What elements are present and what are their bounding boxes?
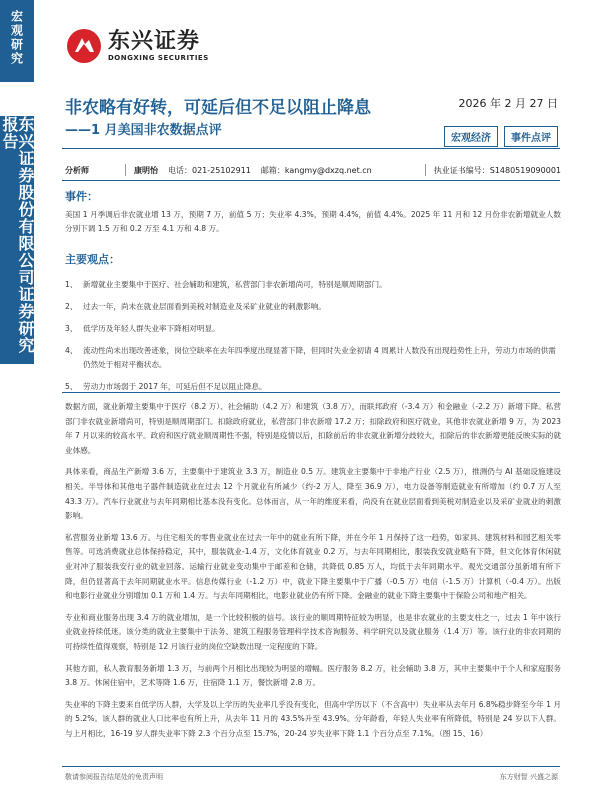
logo-emblem-icon [66,28,102,64]
sidebar-firm-report [0,116,34,364]
report-title: 非农略有好转，可延后但不足以阻止降息 [65,98,371,118]
event-text: 美国 1 月季调后非农就业增 13 万，预期 7 万，前值 5 万；失业率 4.3%，预期 4.4%，前值 4.4%。2025 年 11 月和 12 月份非农新增就业人数分别下调 1.5 万和 0.2 万至 4.1 万和 4.8 万。 [65,210,561,233]
body-paragraph: 专业和商业服务出现 3.4 万的就业增加，是一个比较积极的信号。该行业的顺周期特征较为明显，也是非农就业的主要支柱之一，过去 1 年中该行业就业持续低迷。该分类的就业主要集中于法务、建筑工程服务管理科学技术咨询服务、科学研究以及就业服务（1.4 万）等。该行业的非农同期的可持续性值得观察，特别是 12 月该行业的岗位空缺数出现一定程度的下降。 [65,612,561,651]
sidebar-category-label: 宏观研究 [9,10,24,66]
title-divider [62,148,560,149]
report-date: 2026 年 2 月 27 日 [458,97,558,110]
report-body [65,400,561,748]
logo-name-en: DONGXING SECURITIES [108,54,209,62]
sidebar-firm-report-label: 东兴证券股份有限公司证券研究报告 [0,116,35,354]
body-paragraph: 具体来看，商品生产新增 3.6 万，主要集中于建筑业 3.3 万，制造业 0.5 万。建筑业主要集中于非地产行业（2.5 万），推测仍与 AI 基础设施建设相关。半导体和其他电子器件制造就业在过去 12 个月就业有所减少（约-2 万人，降至 36.9 万），电力设备等制造就业有所增加（约 0.7 万人至 43.3 万）。汽车行业就业与去年同期相比基本没有变化。总体而言，从一年的维度来看，尚没有在就业层面看到美税对制造业以及采矿业就业的刺激影响。 [65,467,561,521]
tag-macro-economy: 宏观经济 [444,126,498,147]
analyst-cert: 执业证书编号：S1480519090001 [433,165,561,175]
summary-divider [62,392,560,393]
key-point-item: 5、 劳动力市场弱于 2017 年，可延后但不足以阻止降息。 [65,382,267,391]
sidebar-category [0,0,34,82]
analyst-divider [62,180,560,181]
footer-divider [62,766,560,767]
analyst-phone: 电话：021-25102911 [168,165,251,175]
key-point-item: 2、 过去一年，尚未在就业层面看到美税对制造业及采矿业就业的刺激影响。 [65,302,326,311]
key-points-list [65,278,561,402]
key-points-heading: 主要观点： [65,253,120,266]
key-point-item: 4、 流动性尚未出现改善迹象，岗位空缺率在去年四季度出现显著下降，但同时失业金初请 4 周累计人数没有出现趋势性上升，劳动力市场的供需仍然处于相对平衡状态。 [65,346,556,369]
key-point-item: 3、 低学历及年轻人群失业率下降相对明显。 [65,324,220,333]
footer-slogan: 东方财智 兴盛之源 [499,773,558,781]
logo-name-cn: 东兴证券 [108,29,201,54]
analyst-row [65,164,561,176]
body-paragraph: 失业率的下降主要来自低学历人群，大学及以上学历的失业率几乎没有变化，但高中学历以下（不含高中）失业率从去年月 6.8%稳步降至今年 1 月的 5.2%。该人群的就业人口比率也有所上升，从去年 11 月的 43.5%升至 43.9%。分年龄看，年轻人失业率有所降低，特别是 24 岁以下人群。与上月相比，16-19 岁人群失业率下降 2.3 个百分点至 15.7%，20-24 岁失业率下降 1.1 个百分点至 7.1%。（图 15、16） [65,699,561,738]
body-paragraph: 数据方面，就业新增主要集中于医疗（8.2 万）、社会辅助（4.2 万）和建筑（3.8 万），而联邦政府（-3.4 万）和金融业（-2.2 万）新增下降。私营部门非农就业新增尚可，特别是顺周期部门。扣除政府就业，私营部门非农新增 17.2 万；扣除政府和医疗就业，其他非农就业新增 9 万，为 2023 年 7 月以来的较高水平。政府和医疗就业顺周期性不强，特别是疫情以后，扣除前后的非农就业新增分歧较大，扣除后的非农新增更能反映实际的就业体感。 [65,402,561,455]
company-logo [66,28,209,64]
analyst-label: 分析师 [65,165,89,175]
event-heading: 事件： [65,190,98,203]
report-subtitle: ——1 月美国非农数据点评 [65,123,222,138]
key-point-item: 1、 新增就业主要集中于医疗、社会辅助和建筑，私营部门非农新增尚可，特别是顺周期部门。 [65,280,387,289]
analyst-separator [125,164,126,176]
footer-disclaimer: 敬请参阅报告结尾处的免责声明 [65,773,163,781]
body-paragraph: 私营服务业新增 13.6 万。与住宅相关的零售业就业在过去一年中的就业有所下降，并在今年 1 月保持了这一趋势，如家具、建筑材料和园艺相关零售等。可选消费就业总体保持稳定，其中，服装就业-1.4 万，文化体育就业 0.2 万，与去年同期相比，服装我安就业略有下降，但文化体育休闲就业对冲了服装我安行业的就业回落。运输行业就业变动集中于邮差和仓储，共降低 0.85 万人，均低于去年同期水平。观光交通部分虽新增有所下降，但仍显著高于去年同期就业水平。信息传媒行业（-1.2 万）中，就业下降主要集中于广播（-0.5 万）电信（-1.5 万）计算机（-0.4 万）。出版和电影行业就业分别增加 0.1 万和 1.4 万。与去年同期相比，电影业就业仍有所下降。金融业的就业下降主要集中于保险公司和地产相关。 [65,532,561,601]
report-tags [444,126,558,147]
analyst-separator-2 [425,164,426,176]
analyst-email: 邮箱：kangmy@dxzq.net.cn [260,165,372,175]
analyst-name: 康明怡 [134,165,158,175]
body-paragraph: 其他方面，私人教育服务新增 1.3 万，与前两个月相比出现较为明显的增幅。医疗服务 8.2 万，社会辅助 3.8 万，其中主要集中于个人和家庭服务 3.8 万。休闲住宿中，艺术等降 1.6 万，住宿降 1.1 万，餐饮新增 2.8 万。 [65,663,561,688]
tag-event-commentary: 事件点评 [504,126,558,147]
